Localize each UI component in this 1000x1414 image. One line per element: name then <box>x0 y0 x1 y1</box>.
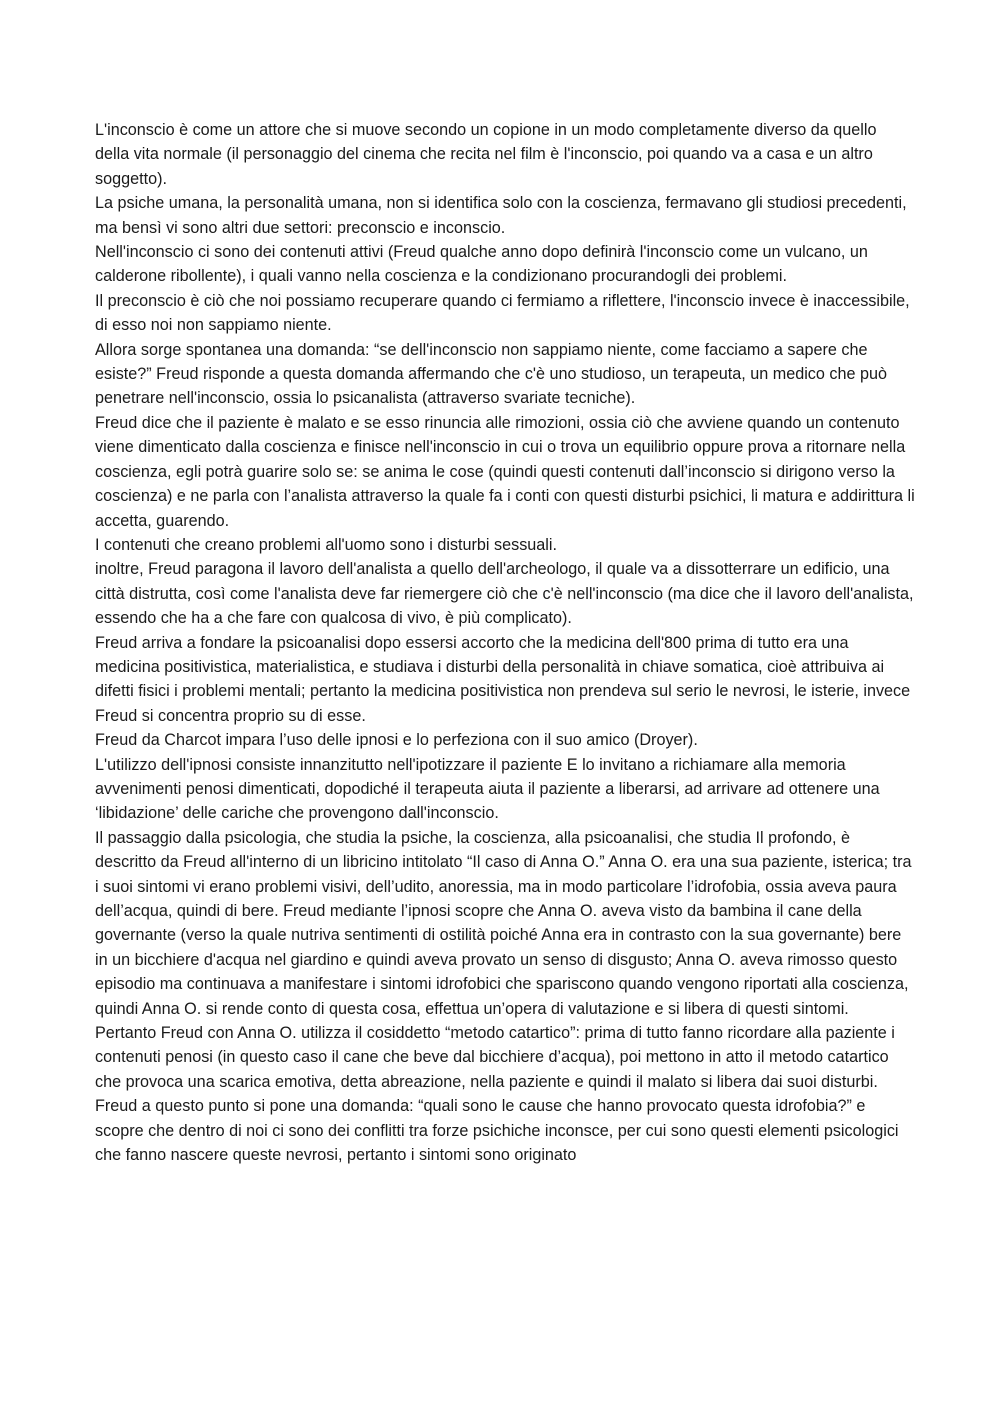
paragraph-2: La psiche umana, la personalità umana, non si identifica solo con la coscienza, fermavano gli studiosi precedenti, ma bensì vi sono altri due settori: preconscio e inconscio. <box>95 194 907 237</box>
paragraph-13: Pertanto Freud con Anna O. utilizza il cosiddetto “metodo catartico”: prima di tutto fanno ricordare alla paziente i contenuti penosi (in questo caso il cane che beve dal bicchiere d’acqua), poi mettono in atto il metodo catartico che provoca una scarica emotiva, detta abreazione, nella paziente e quindi il malato si libera dai suoi disturbi. <box>95 1024 895 1091</box>
paragraph-9: Freud arriva a fondare la psicoanalisi dopo essersi accorto che la medicina dell'800 prima di tutto era una medicina positivistica, materialistica, e studiava i disturbi della personalità in chiave somatica, cioè attribuiva ai difetti fisici i problemi mentali; pertanto la medicina positivistica non prendeva sul serio le nevrosi, le isterie, invece Freud si concentra proprio su di esse. <box>95 633 911 725</box>
paragraph-4: Il preconscio è ciò che noi possiamo recuperare quando ci fermiamo a riflettere, l'inconscio invece è inaccessibile, di esso noi non sappiamo niente. <box>95 291 910 335</box>
paragraph-11: L'utilizzo dell'ipnosi consiste innanzitutto nell'ipotizzare il paziente E lo invitano a richiamare alla memoria avvenimenti penosi dimenticati, dopodiché il terapeuta aiuta il paziente a liberarsi, ad arrivare ad ottenere una ‘libidazione’ delle cariche che provengono dall'inconscio. <box>95 755 880 823</box>
paragraph-10: Freud da Charcot impara l’uso delle ipnosi e lo perfeziona con il suo amico (Droyer). <box>95 731 698 750</box>
paragraph-5: Allora sorge spontanea una domanda: “se dell'inconscio non sappiamo niente, come facciamo a sapere che esiste?” Freud risponde a questa domanda affermando che c'è uno studioso, un terapeuta, un medico che può penetrare nell'inconscio, ossia lo psicanalista (attraverso svariate tecniche). <box>95 340 888 408</box>
paragraph-7: I contenuti che creano problemi all'uomo sono i disturbi sessuali. <box>95 535 557 554</box>
paragraph-12: Il passaggio dalla psicologia, che studia la psiche, la coscienza, alla psicoanalisi, che studia Il profondo, è descritto da Freud all'interno di un libricino intitolato “Il caso di Anna O.” Anna O. era una sua paziente, isterica; tra i suoi sintomi vi erano problemi visivi, dell’udito, anoressia, ma in modo particolare l’idrofobia, ossia aveva paura dell’acqua, quindi di bere. Freud mediante l’ipnosi scopre che Anna O. aveva visto da bambina il cane della governante (verso la quale nutriva sentimenti di ostilità poiché Anna era in contrasto con la sua governante) bere in un bicchiere d'acqua nel giardino e quindi aveva provato un senso di disgusto; Anna O. aveva rimosso questo episodio ma continuava a manifestare i sintomi idrofobici che spariscono quando vengono riportati alla coscienza, quindi Anna O. si rende conto di questa cosa, effettua un’opera di valutazione e si libera di questi sintomi. <box>95 828 912 1018</box>
paragraph-3: Nell'inconscio ci sono dei contenuti attivi (Freud qualche anno dopo definirà l'inconscio come un vulcano, un calderone ribollente), i quali vanno nella coscienza e la condizionano procurandogli dei problemi. <box>95 243 868 286</box>
paragraph-14: Freud a questo punto si pone una domanda: “quali sono le cause che hanno provocato questa idrofobia?” e scopre che dentro di noi ci sono dei conflitti tra forze psichiche inconsce, per cui sono questi elementi psicologici che fanno nascere queste nevrosi, pertanto i sintomi sono originato <box>95 1097 899 1165</box>
paragraph-1: L'inconscio è come un attore che si muove secondo un copione in un modo completamente diverso da quello della vita normale (il personaggio del cinema che recita nel film è l'inconscio, poi quando va a casa e un altro soggetto). <box>95 121 877 188</box>
paragraph-8: inoltre, Freud paragona il lavoro dell'analista a quello dell'archeologo, il quale va a dissotterrare un edificio, una città distrutta, così come l'analista deve far riemergere ciò che c'è nell'inconscio (ma dice che il lavoro dell'analista, essendo che ha a che fare con qualcosa di vivo, è più complicato). <box>95 560 914 628</box>
document-body <box>95 118 915 1167</box>
paragraph-6: Freud dice che il paziente è malato e se esso rinuncia alle rimozioni, ossia ciò che avviene quando un contenuto viene dimenticato dalla coscienza e finisce nell'inconscio in cui o trova un equilibrio oppure prova a ritornare nella coscienza, egli potrà guarire solo se: se anima le cose (quindi questi contenuti dall’inconscio si dirigono verso la coscienza) e ne parla con l’analista attraverso la quale fa i conti con questi disturbi psichici, li matura e addirittura li accetta, guarendo. <box>95 413 915 530</box>
